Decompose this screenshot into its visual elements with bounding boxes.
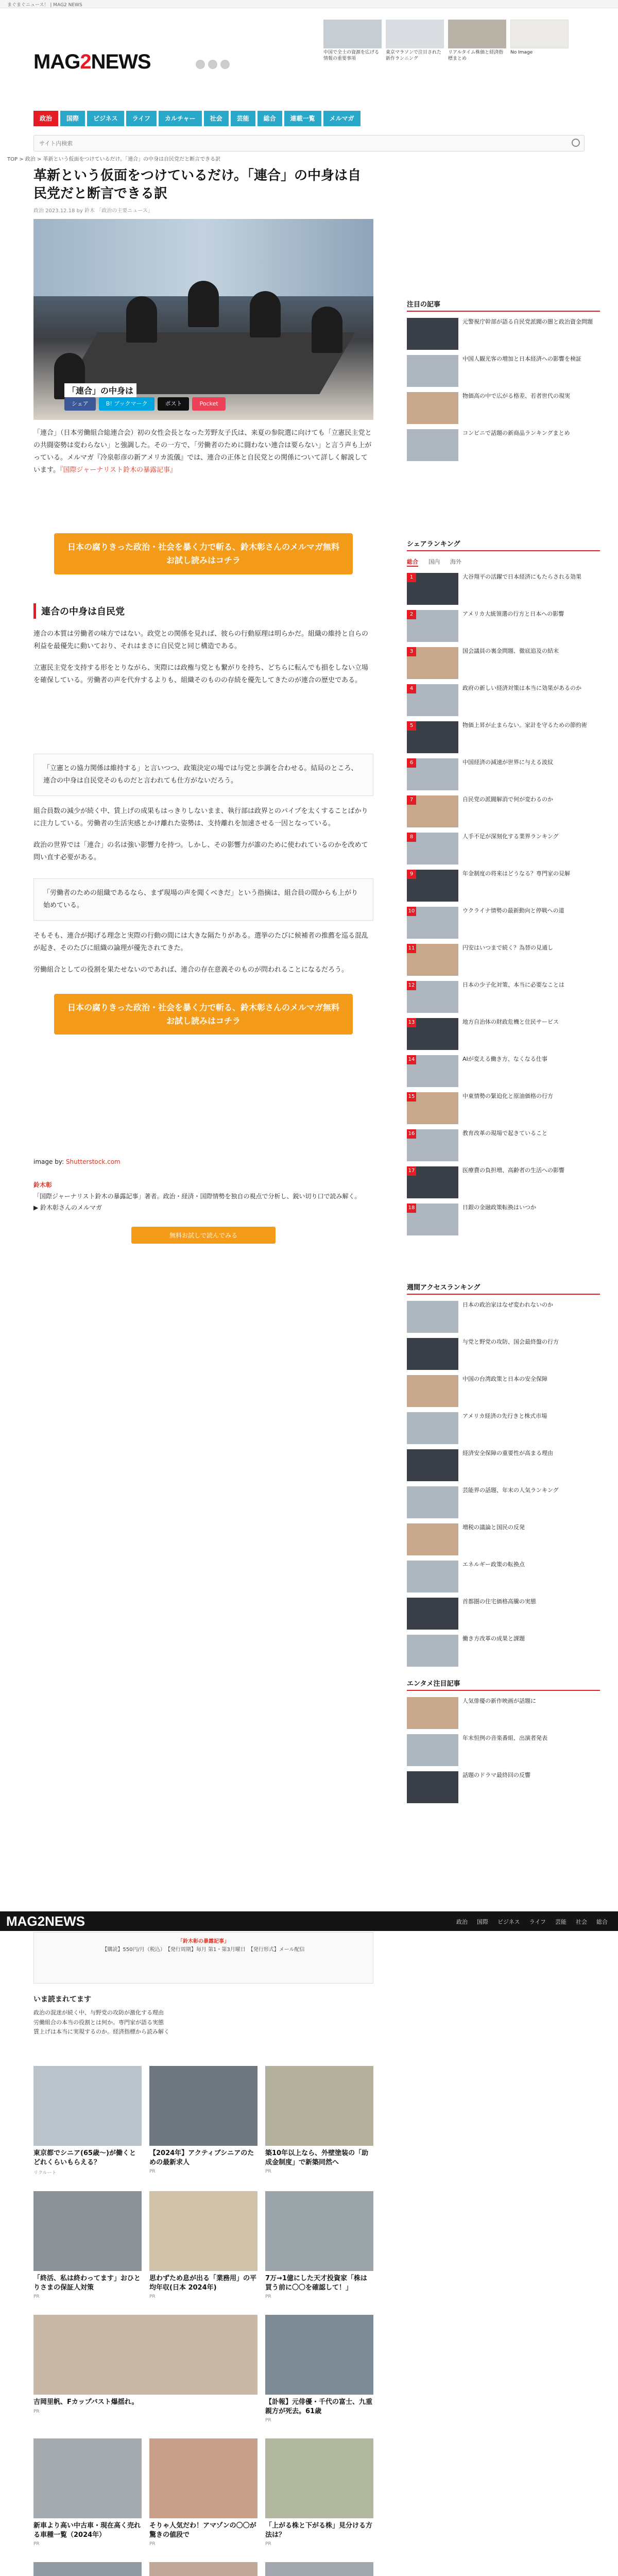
share-hatena-button[interactable]: B! ブックマーク xyxy=(99,397,155,411)
sidebar-article-title: 元警視庁幹部が語る自民党派閥の闇と政治資金問題 xyxy=(462,318,593,325)
hero-person xyxy=(250,291,281,337)
thumbnail xyxy=(149,2191,258,2271)
access-item[interactable] xyxy=(407,1301,600,1333)
ranking-tabs xyxy=(407,557,600,567)
ad-card-title: 思わずため息が出る「業務用」の平均年収(日本 2024年) xyxy=(149,2275,257,2292)
x-icon[interactable] xyxy=(196,60,205,69)
access-title: 首都圏の住宅価格高騰の実態 xyxy=(462,1598,536,1605)
ad-card-source: PR xyxy=(149,2541,156,2547)
nav-item[interactable]: 社会 xyxy=(204,111,229,126)
rank-number: 11 xyxy=(407,944,416,953)
paragraph: 労働組合としての役割を果たせないのであれば、連合の存在意義そのものが問われることになるだろう。 xyxy=(33,966,349,974)
trending-item[interactable]: 政治の混迷が続く中、与野党の攻防が激化する理由 xyxy=(33,2009,164,2016)
ad-card[interactable] xyxy=(265,2315,373,2423)
thumbnail xyxy=(265,2191,373,2271)
rss-icon[interactable] xyxy=(220,60,230,69)
breadcrumb xyxy=(7,155,368,162)
ad-card-title: 東京都でシニア(65歳～)が働くとどれくらいもらえる？ xyxy=(33,2149,136,2166)
site-logo[interactable] xyxy=(33,50,151,74)
thumbnail xyxy=(407,1338,458,1370)
thumbnail xyxy=(33,2066,142,2146)
thumbnail xyxy=(407,1486,458,1518)
logo-news: NEWS xyxy=(91,50,151,73)
nav-item[interactable]: 国際 xyxy=(60,111,85,126)
sidebar-article-title: 物価高の中で広がる格差、若者世代の現実 xyxy=(462,393,570,399)
main-nav xyxy=(33,111,585,126)
ranking-item[interactable] xyxy=(407,1092,600,1124)
entertainment-item[interactable] xyxy=(407,1771,600,1803)
access-item[interactable] xyxy=(407,1635,600,1667)
hero-caption: 「連合」の中身は xyxy=(64,383,136,397)
ranking-title: 自民党の派閥解消で何が変わるのか xyxy=(462,796,553,803)
ranking-title: AIが変える働き方、なくなる仕事 xyxy=(462,1056,547,1062)
thumbnail xyxy=(149,2066,258,2146)
access-item[interactable] xyxy=(407,1375,600,1407)
rank-number: 5 xyxy=(407,721,416,731)
entertainment-item[interactable] xyxy=(407,1697,600,1729)
search-icon[interactable] xyxy=(572,139,580,147)
paragraph: 連合の本質は労働者の味方ではない。政党との関係を見れば、彼らの行動原理は明らかだ。組織の維持と自らの利益を最優先に動いており、それはまさに自民党と同じ構造である。 xyxy=(33,630,369,650)
access-title: 経済安全保障の重要性が高まる理由 xyxy=(462,1450,553,1456)
ranking-item[interactable] xyxy=(407,647,600,679)
rank-number: 14 xyxy=(407,1055,416,1064)
ranking-title: 大谷翔平の活躍で日本経済にもたらされる効果 xyxy=(462,573,581,580)
access-title: 働き方改革の成果と課題 xyxy=(462,1635,525,1642)
ranking-title: 医療費の負担増、高齢者の生活への影響 xyxy=(462,1167,564,1174)
entertainment-item[interactable] xyxy=(407,1734,600,1766)
logo-2: 2 xyxy=(80,50,91,73)
ad-card-title: 【2024年】アクティブシニアのための最新求人 xyxy=(149,2149,254,2166)
ranking-item[interactable] xyxy=(407,870,600,902)
access-title: 与党と野党の攻防、国会最終盤の行方 xyxy=(462,1338,559,1345)
ad-card-source: PR xyxy=(33,2541,40,2547)
sticky-nav-item[interactable]: 国際 xyxy=(476,1919,488,1925)
rank-number: 7 xyxy=(407,795,416,805)
header-news-item[interactable] xyxy=(448,20,506,62)
ad-card-source: PR xyxy=(149,2169,156,2175)
sticky-logo[interactable] xyxy=(6,1913,85,1929)
nav-item[interactable]: ライフ xyxy=(126,111,157,126)
header-news-item[interactable] xyxy=(510,20,569,62)
access-item[interactable] xyxy=(407,1561,600,1592)
intro-link[interactable]: 『国際ジャーナリスト鈴木の暴露記事』 xyxy=(59,466,177,474)
thumbnail xyxy=(407,1523,458,1555)
subscribe-small-button[interactable]: 無料お試しで読んでみる xyxy=(131,1227,276,1244)
nav-item[interactable]: 総合 xyxy=(258,111,282,126)
entertainment-title: 年末恒例の音楽番組、出演者発表 xyxy=(462,1735,547,1741)
ranking-item[interactable] xyxy=(407,721,600,753)
trending-heading: いま読まれてます xyxy=(33,1995,91,2004)
ranking-item[interactable] xyxy=(407,1055,600,1087)
sidebar-article[interactable] xyxy=(407,392,600,424)
access-title: アメリカ経済の先行きと株式市場 xyxy=(462,1413,547,1419)
sticky-nav-item[interactable]: ビジネス xyxy=(497,1919,520,1925)
ranking-item[interactable] xyxy=(407,1166,600,1198)
thumbnail xyxy=(265,2066,373,2146)
hero-image xyxy=(33,219,373,420)
trending-item[interactable]: 賃上げは本当に実現するのか。経済指標から読み解く xyxy=(33,2028,169,2036)
access-title: 芸能界の話題、年末の人気ランキング xyxy=(462,1487,559,1494)
ad-card[interactable] xyxy=(265,2438,373,2547)
sidebar-article-title: 中国人観光客の増加と日本経済への影響を検証 xyxy=(462,355,581,362)
rank-number: 10 xyxy=(407,907,416,916)
trending-item[interactable]: 労働組合の本当の役割とは何か。専門家が語る実態 xyxy=(33,2019,164,2026)
header-news-text: 東京マラソンで注目された新作ランニング xyxy=(386,50,442,61)
nav-item[interactable]: カルチャー xyxy=(159,111,202,126)
rank-number: 6 xyxy=(407,758,416,768)
share-facebook-button[interactable]: シェア xyxy=(64,397,96,411)
ranking-title: 日銀の金融政策転換はいつか xyxy=(462,1204,536,1211)
ad-card[interactable] xyxy=(33,2066,142,2176)
thumbnail xyxy=(407,1635,458,1667)
access-title: 中国の台湾政策と日本の安全保障 xyxy=(462,1376,547,1382)
access-item[interactable] xyxy=(407,1338,600,1370)
ad-card[interactable] xyxy=(33,2315,258,2423)
sidebar-article-title: コンビニで話題の新商品ランキングまとめ xyxy=(462,430,570,436)
rank-number: 13 xyxy=(407,1018,416,1027)
thumbnail xyxy=(407,1412,458,1444)
header-news-text: 中国で全土の資源を広げる情報の重要事項 xyxy=(323,50,380,61)
mailmag-cta-button[interactable]: 日本の腐りきった政治・社会を暴く力で斬る、鈴木彰さんのメルマガ無料お試し読みはコチラ xyxy=(54,994,353,1035)
rank-number: 8 xyxy=(407,833,416,842)
access-item[interactable] xyxy=(407,1412,600,1444)
paragraph: 組合員数の減少が続く中、賃上げの成果もはっきりしないまま、執行部は政界とのパイプを太くすることばかりに注力している。労働者の生活実感とかけ離れた姿勢は、支持離れを加速させる一因となっている。 xyxy=(33,807,368,827)
thumbnail xyxy=(407,1449,458,1481)
sticky-nav-item[interactable]: 政治 xyxy=(456,1919,468,1925)
ranking-item[interactable] xyxy=(407,907,600,939)
site-header xyxy=(0,8,618,86)
ad-card[interactable] xyxy=(265,2066,373,2176)
paragraph: そもそも、連合が掲げる理念と実際の行動の間には大きな隔たりがある。選挙のたびに候補者の推薦を巡る混乱が起き、そのたびに組織の論理が優先されてきた。 xyxy=(33,932,369,953)
ad-card[interactable] xyxy=(149,2562,258,2576)
share-pocket-button[interactable]: Pocket xyxy=(192,397,225,411)
ranking-title: 円安はいつまで続く？為替の見通し xyxy=(462,944,553,951)
thumbnail xyxy=(149,2438,258,2518)
ranking-item[interactable] xyxy=(407,981,600,1013)
rank-number: 4 xyxy=(407,684,416,693)
thumbnail xyxy=(386,20,444,48)
thumbnail xyxy=(407,1771,458,1803)
ad-card[interactable] xyxy=(33,2562,142,2576)
hero-person xyxy=(188,281,219,327)
header-news xyxy=(323,20,571,62)
thumbnail xyxy=(407,1598,458,1630)
facebook-icon[interactable] xyxy=(208,60,217,69)
ranking-section xyxy=(407,538,600,1235)
entertainment-title: 人気俳優の新作映画が話題に xyxy=(462,1698,536,1704)
rank-number: 17 xyxy=(407,1166,416,1176)
access-ranking-heading: 週間アクセスランキング xyxy=(407,1282,600,1295)
sticky-nav-item[interactable]: ライフ xyxy=(529,1919,546,1925)
entertainment-title: 話題のドラマ最終回の反響 xyxy=(462,1772,530,1778)
nav-item[interactable]: 政治 xyxy=(33,111,58,126)
rank-number: 1 xyxy=(407,573,416,582)
thumbnail xyxy=(33,2315,258,2395)
ad-card[interactable] xyxy=(265,2562,373,2576)
thumbnail xyxy=(407,429,458,461)
ad-card-source: PR xyxy=(33,2294,40,2300)
ranking-title: 中東情勢の緊迫化と原油価格の行方 xyxy=(462,1093,553,1099)
sidebar-article[interactable] xyxy=(407,355,600,387)
ad-card-title: 「終活、私は終わってます」おひとりさまの保証人対策 xyxy=(33,2275,141,2292)
sticky-nav-item[interactable]: 芸能 xyxy=(555,1919,566,1925)
sidebar xyxy=(407,299,600,1815)
article xyxy=(33,164,373,1244)
mailmag-cta-button[interactable]: 日本の腐りきった政治・社会を暴く力で斬る、鈴木彰さんのメルマガ無料お試し読みはコチラ xyxy=(54,533,353,574)
ranking-title: 日本の少子化対策、本当に必要なことは xyxy=(462,981,564,988)
thumbnail xyxy=(407,318,458,350)
ranking-title: 物価上昇が止まらない。家計を守るための節約術 xyxy=(462,722,587,728)
ad-card-source: PR xyxy=(149,2294,156,2300)
thumbnail xyxy=(407,1561,458,1592)
tab-overall[interactable]: 総合 xyxy=(407,557,418,567)
ranking-title: アメリカ大統領選の行方と日本への影響 xyxy=(462,611,564,617)
rank-number: 16 xyxy=(407,1129,416,1139)
tab-overseas[interactable]: 海外 xyxy=(450,558,461,565)
thumbnail xyxy=(407,1734,458,1766)
header-news-text: リアルタイム株価と経済指標まとめ xyxy=(448,50,504,61)
image-credit-label: image by: xyxy=(33,1158,66,1166)
ranking-item[interactable] xyxy=(407,944,600,976)
rank-number: 18 xyxy=(407,1204,416,1213)
mailmag-title[interactable]: 「鈴木彰の暴露記事」 xyxy=(178,1939,229,1944)
article-title: 革新という仮面をつけているだけ。「連合」の中身は自民党だと断言できる訳 xyxy=(33,168,361,202)
image-credit-source[interactable]: Shutterstock.com xyxy=(65,1158,121,1166)
breadcrumb-text[interactable]: TOP > 政治 > 革新という仮面をつけているだけ。「連合」の中身は自民党だと断言できる訳 xyxy=(7,157,221,162)
ad-card-title: 築10年以上なら、外壁塗装の「助成金制度」で新築同然へ xyxy=(265,2149,369,2166)
ad-card[interactable] xyxy=(149,2066,258,2176)
entertainment-section xyxy=(407,1678,600,1803)
entertainment-heading: エンタメ注目記事 xyxy=(407,1678,600,1691)
article-intro xyxy=(33,427,373,477)
thumbnail xyxy=(510,20,569,48)
ad-card-source: PR xyxy=(265,2294,271,2300)
ranking-title: ウクライナ情勢の最新動向と停戦への道 xyxy=(462,907,564,914)
share-buttons xyxy=(33,397,373,413)
thumbnail xyxy=(407,392,458,424)
social-icons xyxy=(196,60,230,69)
nav-item[interactable]: メルマガ xyxy=(323,111,360,126)
author-name[interactable]: 鈴木彰 xyxy=(33,1181,53,1189)
ranking-title: 政府の新しい経済対策は本当に効果があるのか xyxy=(462,685,581,691)
rank-number: 3 xyxy=(407,647,416,656)
ranking-item[interactable] xyxy=(407,573,600,605)
ad-card-title: そりゃ人気だわ！アマゾンの〇〇が驚きの値段で xyxy=(149,2522,256,2539)
ad-card[interactable] xyxy=(149,2438,258,2547)
recommended-heading: 注目の記事 xyxy=(407,299,600,312)
sticky-nav xyxy=(456,1918,608,1926)
access-title: 日本の政治家はなぜ変われないのか xyxy=(462,1301,553,1308)
sticky-logo-text: MAG2NEWS xyxy=(6,1913,85,1929)
ad-card[interactable] xyxy=(149,2191,258,2299)
access-item[interactable] xyxy=(407,1523,600,1555)
ranking-item[interactable] xyxy=(407,833,600,865)
hero-person xyxy=(312,307,342,353)
trending-list xyxy=(33,1994,373,2037)
ad-card-source: PR xyxy=(33,2409,40,2414)
thumbnail xyxy=(149,2562,258,2576)
ranking-item[interactable] xyxy=(407,610,600,642)
thumbnail xyxy=(323,20,382,48)
ad-grid xyxy=(33,2066,373,2576)
access-item[interactable] xyxy=(407,1449,600,1481)
ad-card-source: PR xyxy=(265,2418,271,2424)
ad-card[interactable] xyxy=(265,2191,373,2299)
rank-number: 12 xyxy=(407,981,416,990)
thumbnail xyxy=(448,20,506,48)
ad-card-source: PR xyxy=(265,2169,271,2175)
paragraph: 立憲民主党を支持する形をとりながら、実際には政権与党とも繋がりを持ち、どちらに転んでも損をしない立場を確保している。労働者の声を代弁するよりも、組織そのものの存続を優先してきたのが連合の歴史である。 xyxy=(33,664,369,684)
thumbnail xyxy=(265,2315,373,2395)
topbar-text: まぐまぐニュース！ | MAG2 NEWS xyxy=(7,3,82,8)
ad-card-source: リクルート xyxy=(33,2171,57,2176)
ranking-item[interactable] xyxy=(407,1018,600,1050)
article-meta: 政治 2023.12.18 by 鈴木 「政治の主要ニュース」 xyxy=(33,208,153,214)
ranking-title: 中国経済の減速が世界に与える波紋 xyxy=(462,759,553,766)
header-news-item[interactable] xyxy=(323,20,382,62)
mailmag-info: 【購読】550円/月（税込） 【発行周期】毎月 第1・第3月曜日 【発行形式】メール配信 xyxy=(102,1947,305,1953)
sticky-nav-item[interactable]: 社会 xyxy=(576,1919,587,1925)
ranking-item[interactable] xyxy=(407,684,600,716)
ranking-title: 教育改革の現場で起きていること xyxy=(462,1130,547,1137)
sticky-nav-item[interactable]: 総合 xyxy=(596,1919,608,1925)
ad-card-title: 【訃報】元俳優・千代の富士、九重親方が死去。61歳 xyxy=(265,2398,373,2415)
thumbnail xyxy=(407,1697,458,1729)
ranking-title: 地方自治体の財政危機と住民サービス xyxy=(462,1019,559,1025)
image-credit xyxy=(33,1158,373,1165)
section-heading: 連合の中身は自民党 xyxy=(33,603,373,619)
share-x-button[interactable]: ポスト xyxy=(158,397,189,411)
ranking-item[interactable] xyxy=(407,1129,600,1161)
author-box xyxy=(33,1180,373,1213)
thumbnail xyxy=(265,2562,373,2576)
ranking-title: 人手不足が深刻化する業界ランキング xyxy=(462,833,559,840)
search-box xyxy=(33,135,585,151)
ranking-heading: シェアランキング xyxy=(407,538,600,551)
thumbnail xyxy=(33,2438,142,2518)
sidebar-article[interactable] xyxy=(407,429,600,461)
ranking-item[interactable] xyxy=(407,1204,600,1235)
header-news-text: No Image xyxy=(510,50,533,55)
mailmag-info-box xyxy=(33,1932,373,1984)
header-news-item[interactable] xyxy=(386,20,444,62)
hero-person xyxy=(126,296,157,343)
ranking-item[interactable] xyxy=(407,758,600,790)
tab-domestic[interactable]: 国内 xyxy=(428,558,440,565)
intro-text: 「連合」（日本労働組合総連合会）初の女性会長となった芳野友子氏は、来夏の参院選に向けても「立憲民主党との共闘姿勢は変わらない」と強調した。その一方で、「労働者のために闘わない連合は要らない」と言う声も上がっている。メルマガ『冷泉彰彦の新アメリカ流儀』では、連合の正体と自民党との関係について詳しく解説しています。 xyxy=(33,429,372,474)
ranking-item[interactable] xyxy=(407,795,600,827)
thumbnail xyxy=(33,2191,142,2271)
logo-mag: MAG xyxy=(33,50,80,73)
ad-card-source: PR xyxy=(265,2541,271,2547)
recommended-section xyxy=(407,299,600,461)
thumbnail xyxy=(407,355,458,387)
ad-card-title: 吉岡里帆、Fカップバスト爆揺れ。 xyxy=(33,2398,139,2406)
access-item[interactable] xyxy=(407,1598,600,1630)
thumbnail xyxy=(407,1301,458,1333)
sidebar-article[interactable] xyxy=(407,318,600,350)
access-item[interactable] xyxy=(407,1486,600,1518)
ad-card[interactable] xyxy=(33,2438,142,2547)
ad-card-title: 7万→1億にした天才投資家「株は買う前に〇〇を確認して！」 xyxy=(265,2275,367,2292)
rank-number: 2 xyxy=(407,610,416,619)
search-input[interactable] xyxy=(34,135,584,151)
author-more-link[interactable]: ▶ 鈴木彰さんのメルマガ xyxy=(33,1204,102,1211)
thumbnail xyxy=(407,1375,458,1407)
ad-card-title: 新車より高い中古車・現在高く売れる車種一覧（2024年） xyxy=(33,2522,141,2539)
ad-card-title: 「上がる株と下がる株」見分ける方法は？ xyxy=(265,2522,373,2539)
blockquote: 「労働者のための組織であるなら、まず現場の声を聞くべきだ」という指摘は、組合員の間からも上がり始めている。 xyxy=(33,878,373,921)
author-bio: 「国際ジャーナリスト鈴木の暴露記事」著者。政治・経済・国際情勢を独自の視点で分析し、鋭い切り口で読み解く。 xyxy=(33,1193,361,1200)
rank-number: 9 xyxy=(407,870,416,879)
rank-number: 15 xyxy=(407,1092,416,1101)
nav-item[interactable]: ビジネス xyxy=(87,111,124,126)
ranking-title: 年金制度の将来はどうなる？専門家の見解 xyxy=(462,870,570,877)
access-ranking-section xyxy=(407,1282,600,1667)
thumbnail xyxy=(33,2562,142,2576)
blockquote: 「立憲との協力関係は維持する」と言いつつ、政策決定の場では与党と歩調を合わせる。結局のところ、連合の中身は自民党そのものだと言われても仕方がないだろう。 xyxy=(33,754,373,796)
paragraph: 政治の世界では「連合」の名は強い影響力を持つ。しかし、その影響力が誰のために使われているのかを改めて問い直す必要がある。 xyxy=(33,841,368,861)
nav-item[interactable]: 連載一覧 xyxy=(284,111,321,126)
nav-item[interactable]: 芸能 xyxy=(231,111,255,126)
sticky-header xyxy=(0,1911,618,1931)
topbar xyxy=(0,0,618,8)
thumbnail xyxy=(265,2438,373,2518)
ad-card[interactable] xyxy=(33,2191,142,2299)
ranking-title: 国会議員の裏金問題、徹底追及の結末 xyxy=(462,648,559,654)
access-title: 増税の議論と国民の反発 xyxy=(462,1524,525,1531)
access-title: エネルギー政策の転換点 xyxy=(462,1561,525,1568)
